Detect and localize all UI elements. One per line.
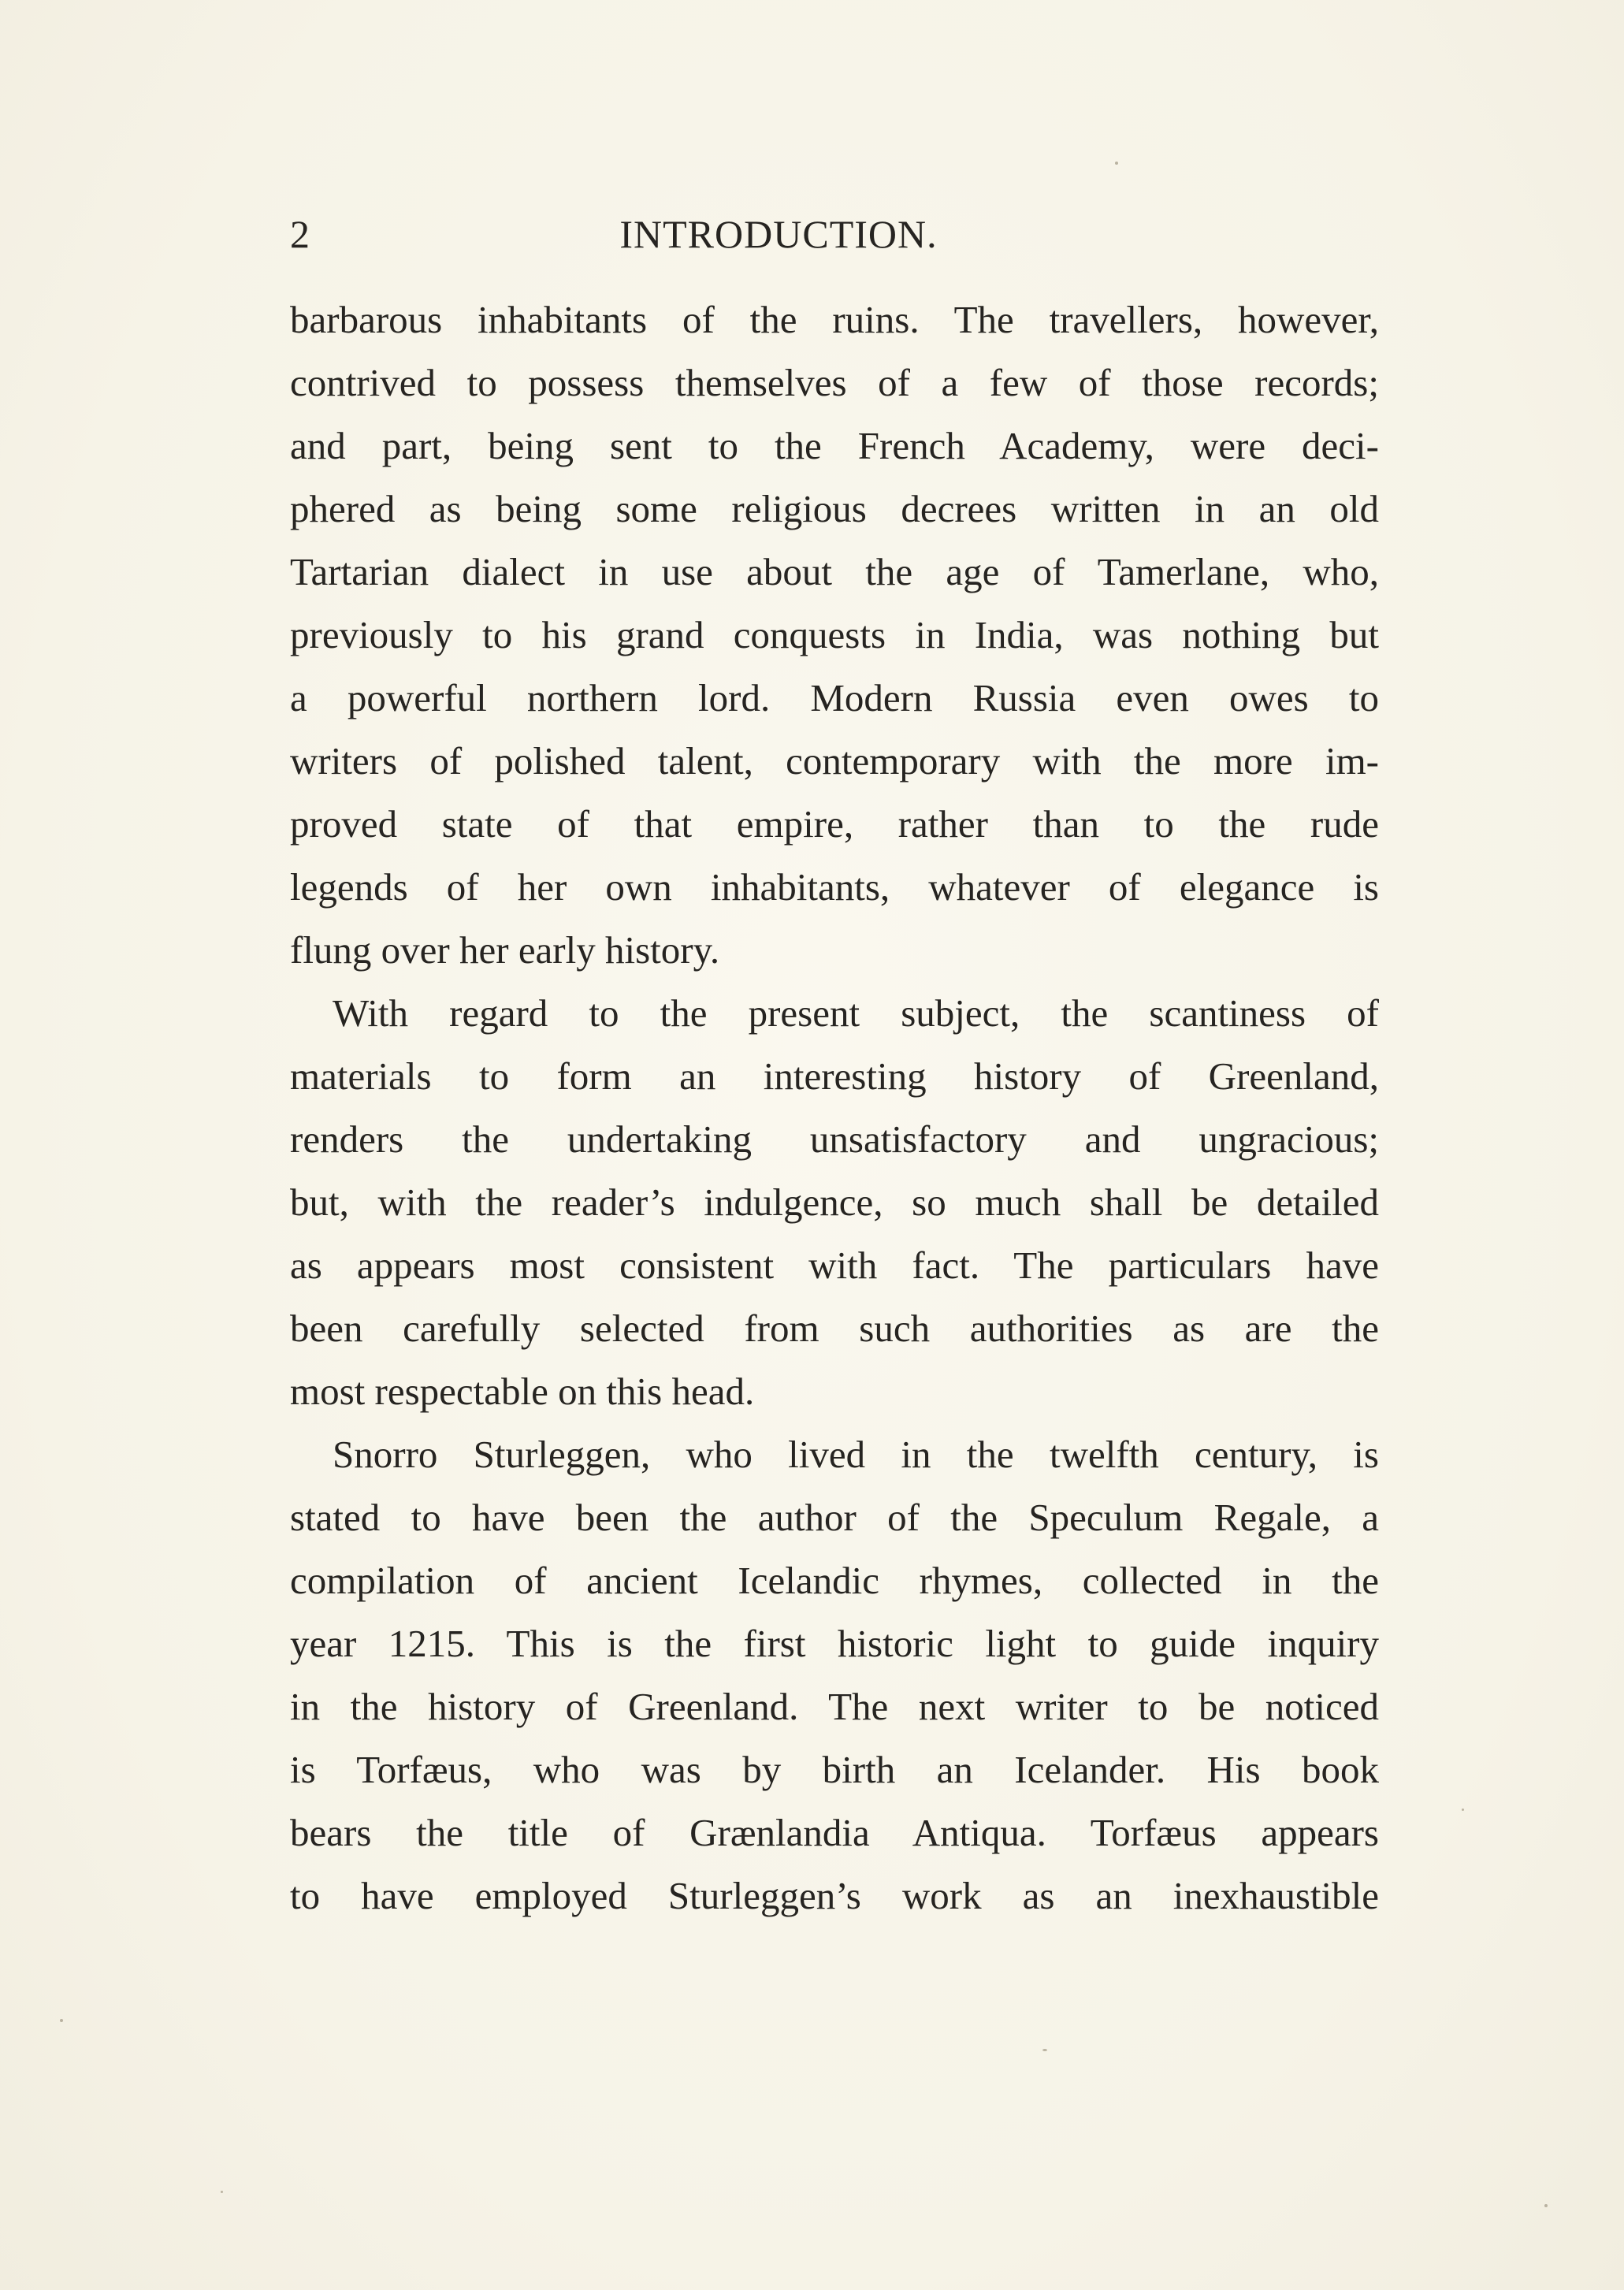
text-line: most respectable on this head. — [290, 1370, 755, 1413]
text-line: Snorro Sturleggen, who lived in the twelfth century, is — [333, 1433, 1379, 1476]
paragraph-1 — [290, 288, 1379, 982]
text-line: flung over her early history. — [290, 928, 720, 972]
text-line: With regard to the present subject, the scantiness of — [333, 991, 1379, 1035]
paper-speck — [1042, 2049, 1047, 2051]
text-line: and part, being sent to the French Academy, were deci- — [290, 424, 1379, 467]
text-line: is Torfæus, who was by birth an Icelander. His book — [290, 1748, 1379, 1791]
text-line: to have employed Sturleggen’s work as an inexhaustible — [290, 1874, 1379, 1917]
text-line: a powerful northern lord. Modern Russia even owes to — [290, 676, 1379, 719]
text-line: in the history of Greenland. The next writer to be noticed — [290, 1685, 1379, 1728]
paper-speck — [1544, 2204, 1548, 2207]
page-number: 2 — [290, 212, 310, 256]
text-line: stated to have been the author of the Speculum Regale, a — [290, 1496, 1379, 1539]
text-line: year 1215. This is the first historic light to guide inquiry — [290, 1622, 1379, 1665]
text-line: proved state of that empire, rather than to the rude — [290, 802, 1379, 846]
paragraph-2 — [290, 982, 1379, 1423]
body-text — [290, 288, 1379, 1928]
page-header — [290, 206, 1379, 262]
text-line: barbarous inhabitants of the ruins. The travellers, however, — [290, 298, 1379, 341]
text-line: renders the undertaking unsatisfactory and ungracious; — [290, 1117, 1379, 1161]
text-line: materials to form an interesting history of Greenland, — [290, 1054, 1379, 1098]
paragraph-3 — [290, 1423, 1379, 1928]
text-line: but, with the reader’s indulgence, so much shall be detailed — [290, 1180, 1379, 1224]
paper-speck — [221, 2191, 223, 2193]
text-line: bears the title of Grænlandia Antiqua. Torfæus appears — [290, 1811, 1379, 1854]
text-line: Tartarian dialect in use about the age of Tamerlane, who, — [290, 550, 1379, 593]
paper-speck — [1462, 1809, 1464, 1811]
text-line: previously to his grand conquests in India, was nothing but — [290, 613, 1379, 656]
text-line: compilation of ancient Icelandic rhymes, collected in the — [290, 1559, 1379, 1602]
text-line: been carefully selected from such authorities as are the — [290, 1307, 1379, 1350]
text-line: contrived to possess themselves of a few of those records; — [290, 361, 1379, 404]
paper-speck — [1115, 162, 1118, 165]
text-line: legends of her own inhabitants, whatever of elegance is — [290, 865, 1379, 909]
text-line: writers of polished talent, contemporary with the more im- — [290, 739, 1379, 783]
running-head: INTRODUCTION. — [619, 212, 938, 256]
paper-speck — [60, 2019, 63, 2022]
text-line: phered as being some religious decrees written in an old — [290, 487, 1379, 530]
text-line: as appears most consistent with fact. The particulars have — [290, 1244, 1379, 1287]
